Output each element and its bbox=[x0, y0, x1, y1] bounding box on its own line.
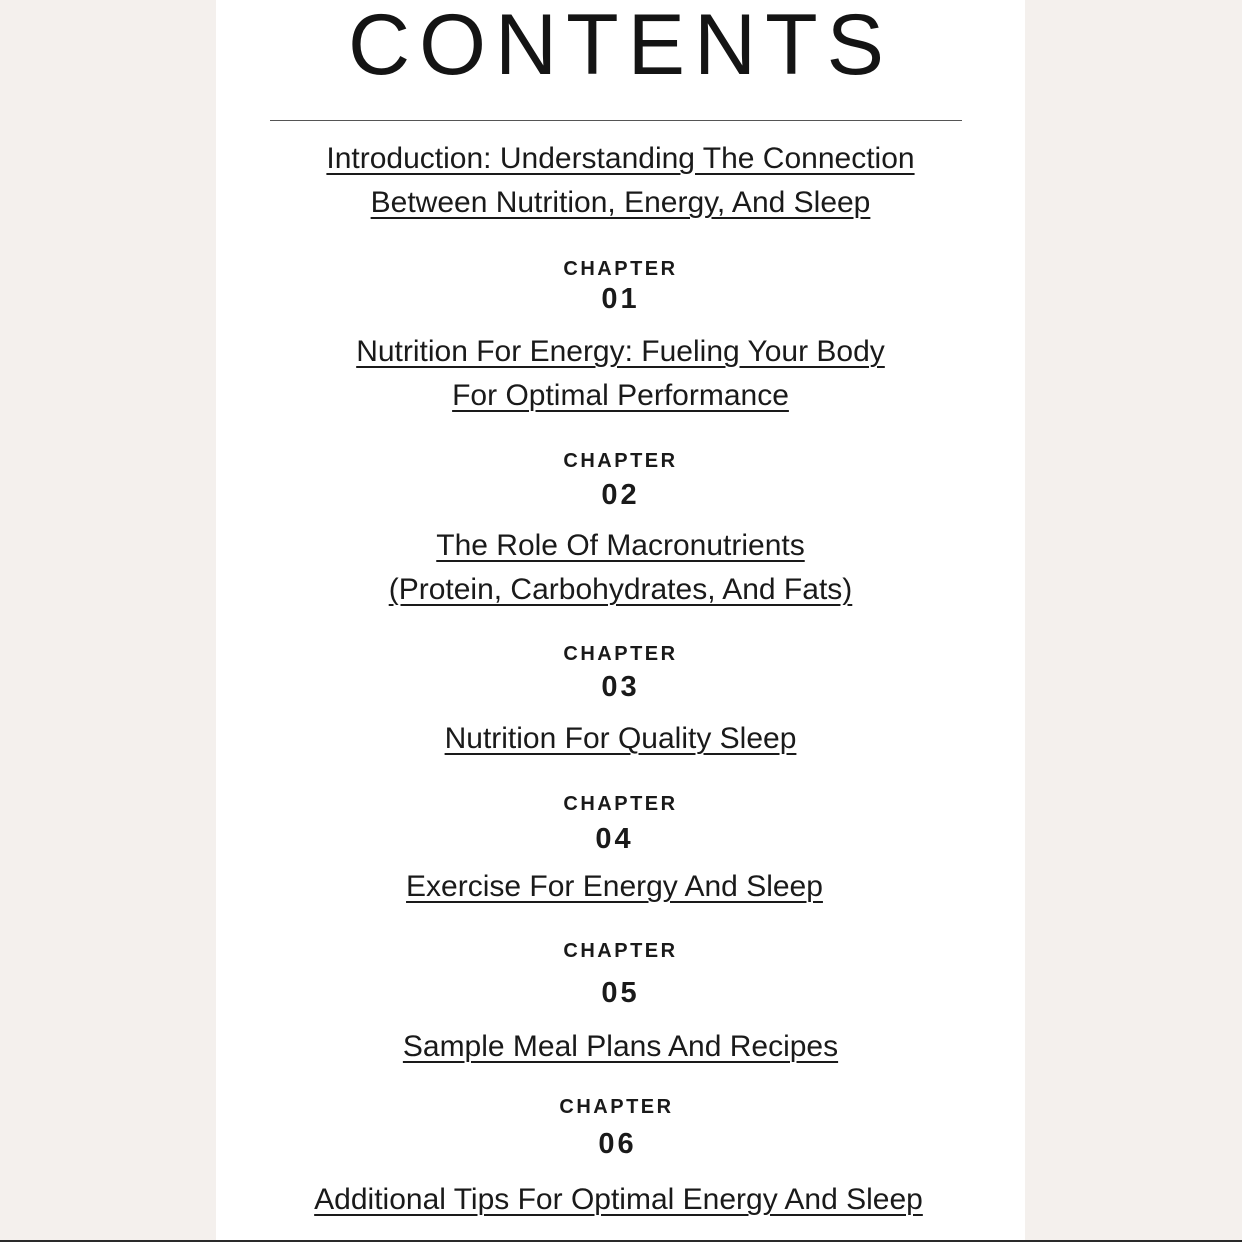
toc-link-chapter-02[interactable] bbox=[216, 524, 1025, 612]
chapter-number: 05 bbox=[601, 977, 640, 1009]
toc-link-chapter-01[interactable] bbox=[216, 330, 1025, 418]
toc-link-line: Nutrition For Energy: Fueling Your Body bbox=[356, 335, 885, 368]
chapter-label: CHAPTER bbox=[563, 450, 678, 472]
chapter-label: CHAPTER bbox=[563, 258, 678, 280]
toc-link-chapter-04[interactable] bbox=[210, 865, 1019, 909]
toc-link-line: Between Nutrition, Energy, And Sleep bbox=[370, 186, 871, 219]
toc-link-line: (Protein, Carbohydrates, And Fats) bbox=[388, 573, 853, 606]
toc-link-introduction[interactable] bbox=[216, 137, 1025, 225]
toc-link-chapter-06[interactable] bbox=[214, 1178, 1023, 1222]
title-divider bbox=[270, 120, 962, 121]
toc-link-line: Exercise For Energy And Sleep bbox=[406, 870, 823, 903]
chapter-number: 04 bbox=[595, 823, 634, 855]
chapter-number: 06 bbox=[598, 1128, 637, 1160]
chapter-label: CHAPTER bbox=[563, 793, 678, 815]
chapter-label: CHAPTER bbox=[563, 940, 678, 962]
chapter-label: CHAPTER bbox=[559, 1096, 674, 1118]
toc-link-line: Introduction: Understanding The Connection bbox=[326, 142, 915, 175]
toc-link-line: The Role Of Macronutrients bbox=[436, 529, 805, 562]
toc-link-chapter-03[interactable] bbox=[216, 717, 1025, 761]
toc-link-line: Sample Meal Plans And Recipes bbox=[402, 1030, 839, 1063]
toc-link-line: Additional Tips For Optimal Energy And Sleep bbox=[314, 1183, 923, 1216]
contents-page bbox=[216, 0, 1025, 1242]
toc-link-chapter-05[interactable] bbox=[216, 1025, 1025, 1069]
chapter-number: 01 bbox=[601, 283, 640, 315]
chapter-number: 02 bbox=[601, 479, 640, 511]
toc-link-line: For Optimal Performance bbox=[452, 379, 789, 412]
page-title: CONTENTS bbox=[348, 0, 893, 93]
toc-link-line: Nutrition For Quality Sleep bbox=[444, 722, 797, 755]
chapter-label: CHAPTER bbox=[563, 643, 678, 665]
chapter-number: 03 bbox=[601, 671, 640, 703]
